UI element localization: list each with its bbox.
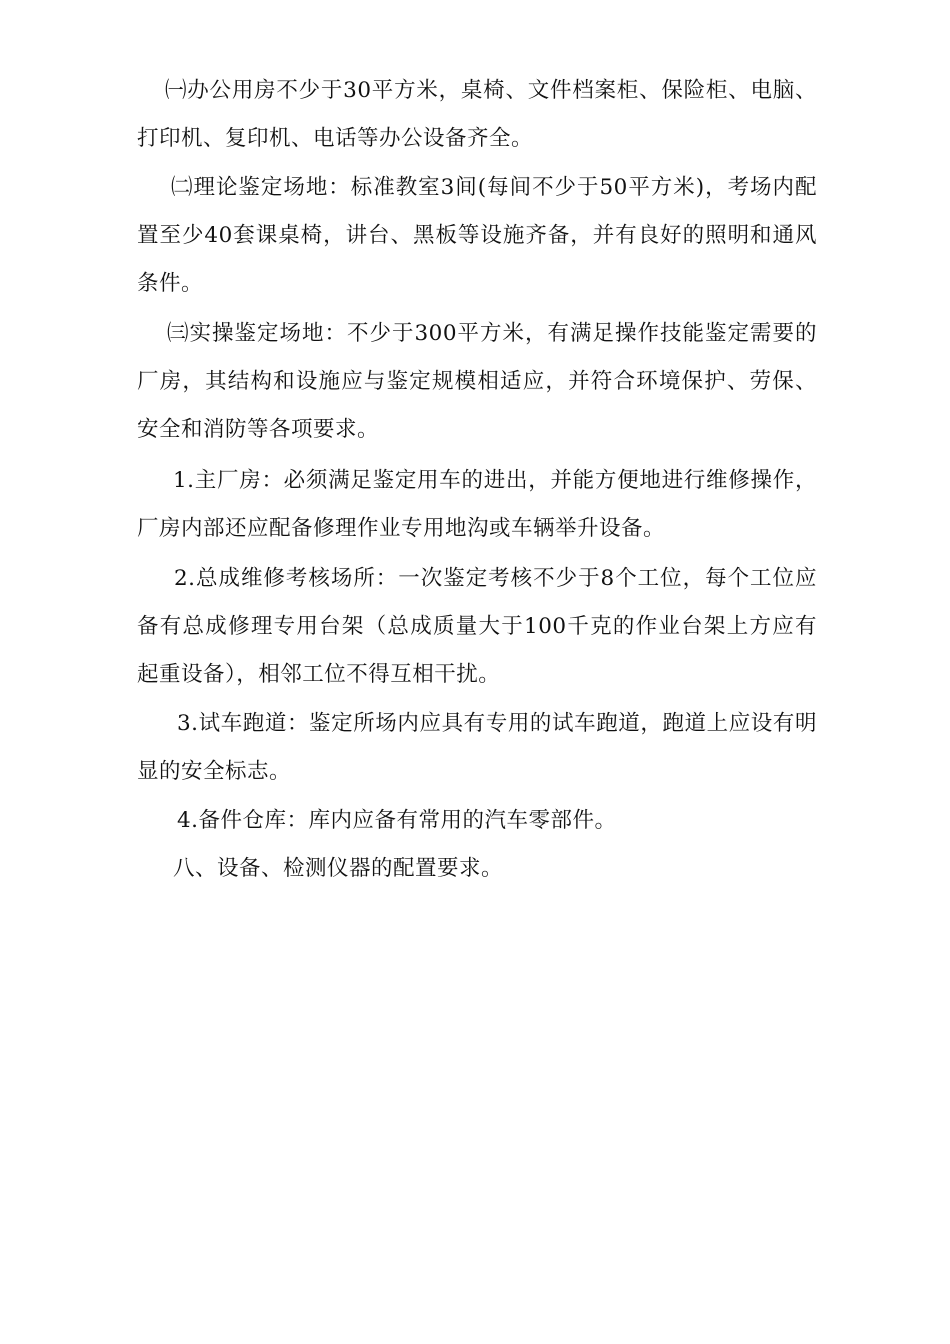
- paragraph-test-track: 3.试车跑道：鉴定所场内应具有专用的试车跑道，跑道上应设有明显的安全标志。: [137, 711, 817, 784]
- paragraph-main-workshop: 1.主厂房：必须满足鉴定用车的进出，并能方便地进行维修操作，厂房内部还应配备修理作业专用地沟或车辆举升设备。: [137, 468, 817, 541]
- paragraph-practical-venue: ㈢实操鉴定场地：不少于300平方米，有满足操作技能鉴定需要的厂房，其结构和设施应与鉴定规模相适应，并符合环境保护、劳保、安全和消防等各项要求。: [137, 321, 817, 442]
- paragraph-theory-venue: ㈡理论鉴定场地：标准教室3间(每间不少于50平方米)，考场内配置至少40套课桌椅，讲台、黑板等设施齐备，并有良好的照明和通风条件。: [137, 175, 817, 296]
- paragraph-parts-warehouse: 4.备件仓库：库内应备有常用的汽车零部件。: [177, 808, 617, 833]
- section-heading-equipment: 八、设备、检测仪器的配置要求。: [173, 856, 504, 881]
- paragraph-assembly-site: 2.总成维修考核场所：一次鉴定考核不少于8个工位，每个工位应备有总成修理专用台架（总成质量大于100千克的作业台架上方应有起重设备），相邻工位不得互相干扰。: [137, 566, 817, 687]
- paragraph-office-space: ㈠办公用房不少于30平方米，桌椅、文件档案柜、保险柜、电脑、打印机、复印机、电话等办公设备齐全。: [137, 78, 817, 151]
